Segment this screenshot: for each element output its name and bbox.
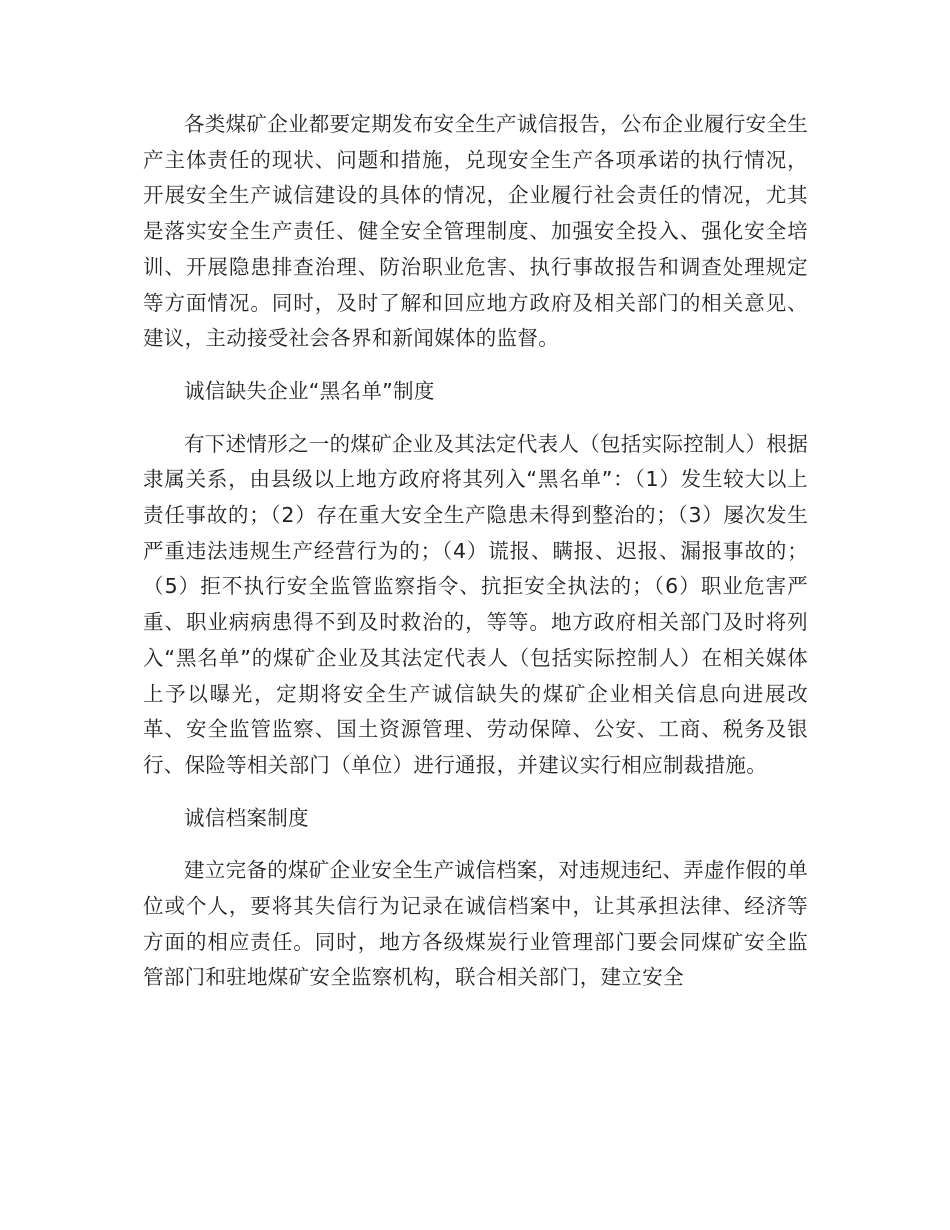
section-heading-integrity-archive: 诚信档案制度 <box>184 805 309 830</box>
paragraph-annual-integrity-report: 各类煤矿企业都要定期发布安全生产诚信报告，公布企业履行安全生产主体责任的现状、问题和措施，兑现安全生产各项承诺的执行情况，开展安全生产诚信建设的具体的情况，企业履行社会责任的情况，尤其是落实安全生产责任、健全安全管理制度、加强安全投入、强化安全培训、开展隐患排查治理、防治职业危害、执行事故报告和调查处理规定等方面情况。同时，及时了解和回应地方政府及相关部门的相关意见、建议，主动接受社会各界和新闻媒体的监督。 <box>143 112 808 351</box>
paragraph-integrity-archive: 建立完备的煤矿企业安全生产诚信档案，对违规违纪、弄虚作假的单位或个人，要将其失信行为记录在诚信档案中，让其承担法律、经济等方面的相应责任。同时，地方各级煤炭行业管理部门要会同煤矿安全监管部门和驻地煤矿安全监察机构，联合相关部门，建立安全 <box>143 858 808 990</box>
paragraph-blacklist-criteria: 有下述情形之一的煤矿企业及其法定代表人（包括实际控制人）根据隶属关系，由县级以上地方政府将其列入“黑名单”：（1）发生较大以上责任事故的；（2）存在重大安全生产隐患未得到整治的；（3）屡次发生严重违法违规生产经营行为的；（4）谎报、瞒报、迟报、漏报事故的；（5）拒不执行安全监管监察指令、抗拒安全执法的；（6）职业危害严重、职业病病患得不到及时救治的，等等。地方政府相关部门及时将列入“黑名单”的煤矿企业及其法定代表人（包括实际控制人）在相关媒体上予以曝光，定期将安全生产诚信缺失的煤矿企业相关信息向进展改革、安全监管监察、国土资源管理、劳动保障、公安、工商、税务及银行、保险等相关部门（单位）进行通报，并建议实行相应制裁措施。 <box>143 431 808 777</box>
document-body <box>143 107 808 1013</box>
section-heading-blacklist: 诚信缺失企业“黑名单”制度 <box>184 378 435 403</box>
